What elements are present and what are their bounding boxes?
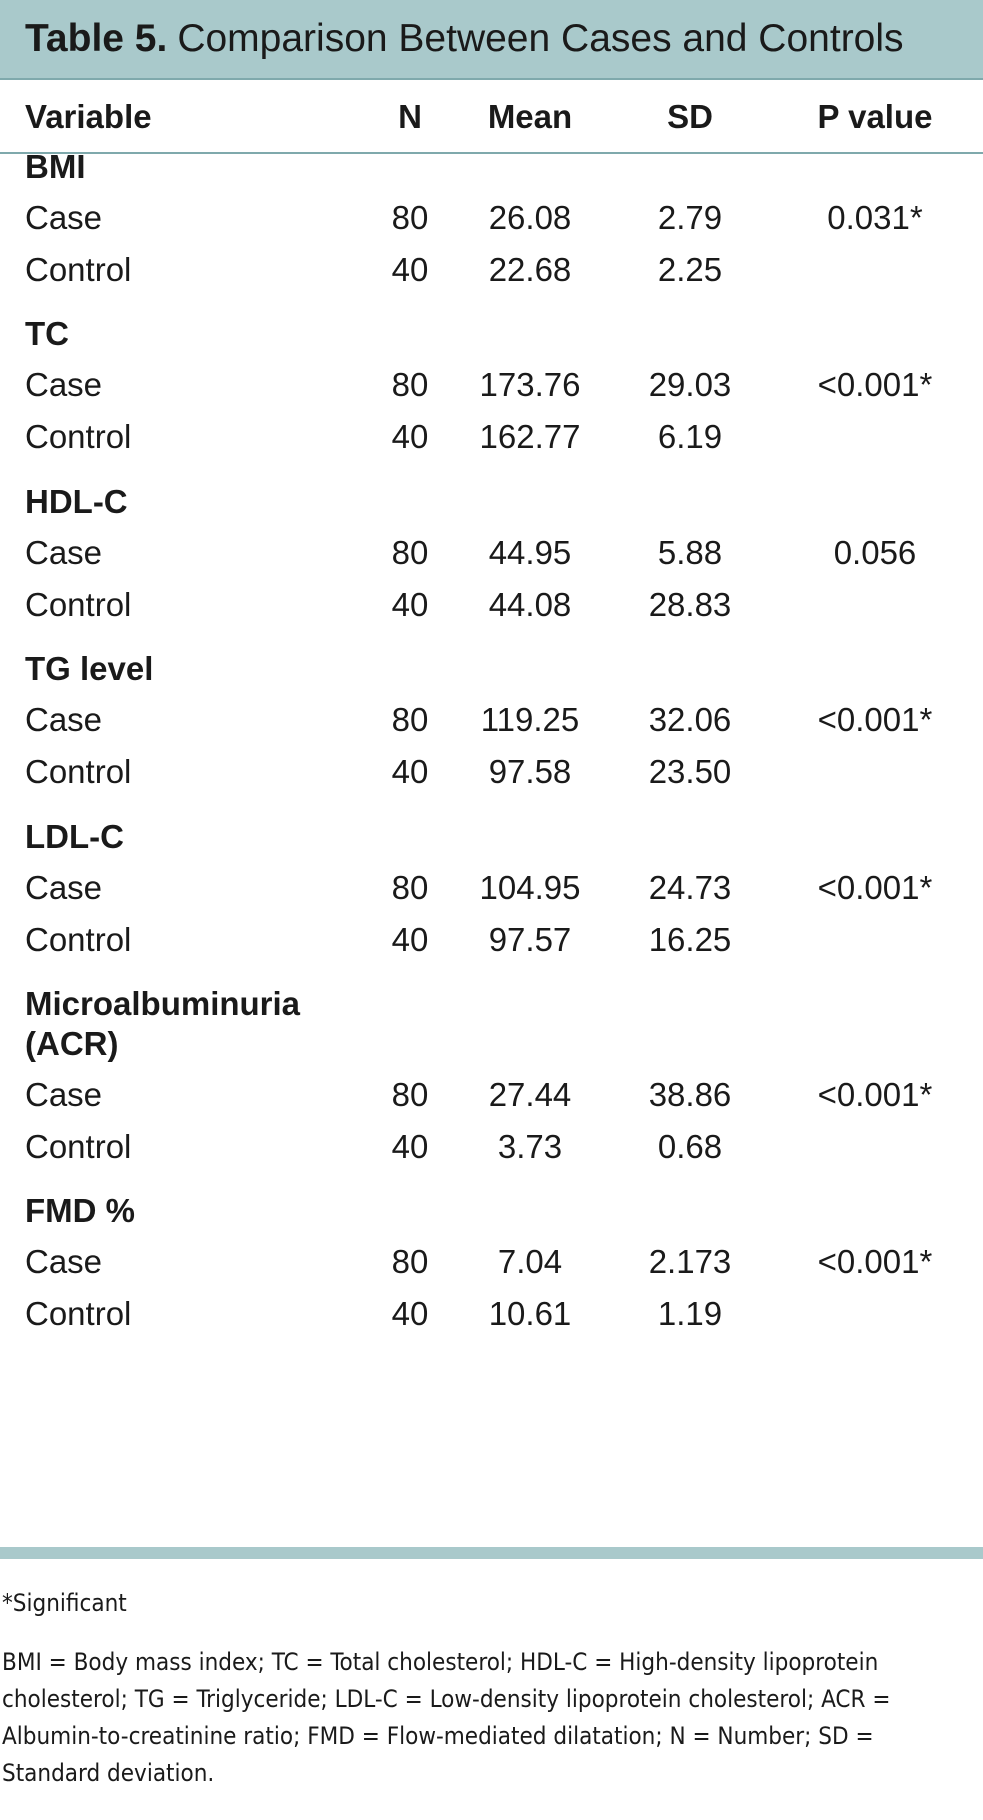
cell-mean: 10.61: [488, 1295, 572, 1332]
cell-mean: 26.08: [488, 199, 572, 236]
cell-p-value: <0.001*: [817, 1243, 933, 1280]
cell-p-value: <0.001*: [817, 869, 933, 906]
row-label: Control: [25, 418, 132, 455]
cell-mean: 27.44: [488, 1076, 572, 1113]
row-label: Case: [25, 869, 103, 906]
row-label: Case: [25, 366, 103, 403]
cell-mean: 44.95: [488, 534, 572, 571]
cell-mean: 3.73: [497, 1128, 563, 1165]
cell-n: 40: [391, 921, 429, 958]
column-header-sd: SD: [667, 98, 713, 135]
cell-n: 80: [391, 1243, 429, 1280]
row-label: Control: [25, 1295, 132, 1332]
cell-n: 40: [391, 251, 429, 288]
row-label: Case: [25, 199, 103, 236]
cell-mean: 104.95: [479, 869, 581, 906]
cell-mean: 7.04: [497, 1243, 563, 1280]
cell-sd: 0.68: [657, 1128, 723, 1165]
cell-n: 80: [391, 869, 429, 906]
row-label: Control: [25, 753, 132, 790]
cell-sd: 6.19: [657, 418, 723, 455]
cell-n: 40: [391, 753, 429, 790]
cell-sd: 23.50: [648, 753, 732, 790]
group-label: TC: [25, 315, 69, 352]
footnote-significance: *Significant: [2, 1589, 127, 1617]
row-label: Case: [25, 534, 103, 571]
cell-n: 40: [391, 586, 429, 623]
cell-sd: 24.73: [648, 869, 732, 906]
cell-p-value: <0.001*: [817, 366, 933, 403]
cell-p-value: <0.001*: [817, 701, 933, 738]
cell-p-value: 0.031*: [827, 199, 923, 236]
row-label: Control: [25, 1128, 132, 1165]
cell-p-value: 0.056: [833, 534, 917, 571]
row-label: Case: [25, 701, 103, 738]
row-label: Case: [25, 1076, 103, 1113]
cell-sd: 2.173: [648, 1243, 732, 1280]
column-header-p-value: P value: [817, 98, 933, 135]
cell-sd: 16.25: [648, 921, 732, 958]
cell-n: 80: [391, 1076, 429, 1113]
group-label: HDL-C: [25, 483, 128, 520]
group-label: BMI: [25, 148, 86, 185]
cell-n: 80: [391, 534, 429, 571]
cell-n: 80: [391, 199, 429, 236]
row-label: Control: [25, 921, 132, 958]
cell-n: 40: [391, 1295, 429, 1332]
cell-mean: 44.08: [488, 586, 572, 623]
group-label-line2: (ACR): [25, 1025, 119, 1062]
group-label: FMD %: [25, 1192, 135, 1229]
cell-n: 40: [391, 418, 429, 455]
cell-sd: 1.19: [657, 1295, 723, 1332]
cell-mean: 97.58: [488, 753, 572, 790]
cell-n: 80: [391, 701, 429, 738]
footnote-abbreviations: BMI = Body mass index; TC = Total cholesterol; HDL-C = High-density lipoprotein cholesterol; TG = Triglyceride; LDL-C = Low-density lipoprotein cholesterol; ACR = Albumin-to-creatinine ratio; FMD = Flow-mediated dilatation; N = Number; SD = Standard deviation.: [2, 1648, 891, 1787]
column-header-variable: Variable: [25, 98, 152, 135]
row-label: Control: [25, 586, 132, 623]
cell-sd: 38.86: [648, 1076, 732, 1113]
cell-sd: 5.88: [657, 534, 723, 571]
table-header: [0, 80, 983, 154]
cell-sd: 28.83: [648, 586, 732, 623]
cell-mean: 173.76: [479, 366, 581, 403]
table-bottom-rule: [0, 1547, 983, 1559]
column-header-mean: Mean: [487, 98, 573, 135]
row-label: Control: [25, 251, 132, 288]
cell-mean: 97.57: [488, 921, 572, 958]
table-caption: Comparison Between Cases and Controls: [177, 17, 904, 60]
cell-mean: 22.68: [488, 251, 572, 288]
cell-sd: 2.79: [657, 199, 723, 236]
cell-mean: 119.25: [480, 701, 580, 738]
cell-sd: 29.03: [648, 366, 732, 403]
cell-n: 80: [391, 366, 429, 403]
group-label: TG level: [25, 650, 154, 687]
column-header-n: N: [398, 98, 422, 135]
cell-mean: 162.77: [479, 418, 581, 455]
cell-n: 40: [391, 1128, 429, 1165]
cell-p-value: <0.001*: [817, 1076, 933, 1113]
table-title: [0, 0, 983, 80]
group-label: Microalbuminuria: [25, 985, 301, 1022]
table-label: Table 5.: [25, 17, 168, 60]
cell-sd: 2.25: [657, 251, 723, 288]
cell-sd: 32.06: [648, 701, 732, 738]
group-label: LDL-C: [25, 818, 124, 855]
row-label: Case: [25, 1243, 103, 1280]
